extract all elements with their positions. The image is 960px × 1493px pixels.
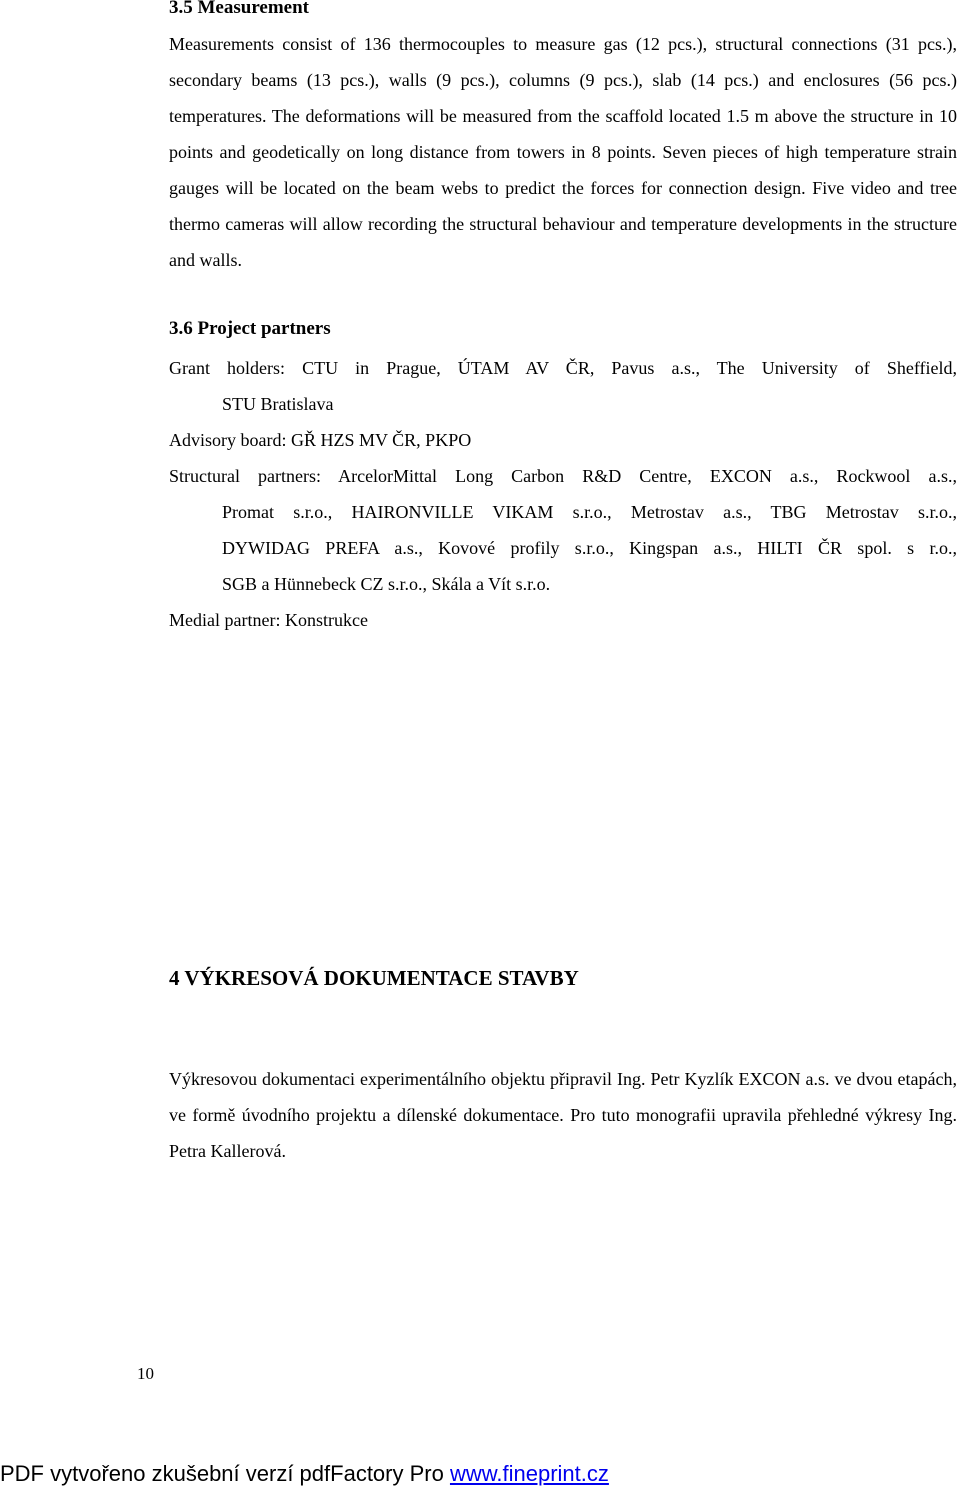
structural-partners-line-2: Promat s.r.o., HAIRONVILLE VIKAM s.r.o., Metrostav a.s., TBG Metrostav s.r.o., (222, 502, 957, 522)
advisory-board-line: Advisory board: GŘ HZS MV ČR, PKPO (169, 430, 472, 450)
section-heading-project-partners: 3.6 Project partners (169, 318, 331, 339)
footer-text: PDF vytvořeno zkušební verzí pdfFactory Pro (0, 1461, 450, 1486)
measurement-paragraph: Measurements consist of 136 thermocouples to measure gas (12 pcs.), structural connections (31 pcs.), secondary beams (13 pcs.), walls (9 pcs.), columns (9 pcs.), slab (14 pcs.) and enclosures (56 pcs.) temperatures. The deformations will be measured from the scaffold located 1.5 m above the structure in 10 points and geodetically on long distance from towers in 8 points. Seven pieces of high temperature strain gauges will be located on the beam webs to predict the forces for connection design. Five video and tree thermo cameras will allow recording the structural behaviour and temperature developments in the structure and walls. (169, 34, 957, 270)
page-number: 10 (137, 1364, 154, 1383)
drawing-documentation-paragraph: Výkresovou dokumentaci experimentálního objektu připravil Ing. Petr Kyzlík EXCON a.s. ve dvou etapách, ve formě úvodního projektu a dílenské dokumentace. Pro tuto monografii upravila přehledné výkresy Ing. Petra Kallerová. (169, 1069, 957, 1161)
fineprint-link[interactable]: www.fineprint.cz (449, 1461, 609, 1486)
grant-holders-line-1: Grant holders: CTU in Prague, ÚTAM AV ČR, Pavus a.s., The University of Sheffield, (169, 358, 957, 378)
structural-partners-line-3: DYWIDAG PREFA a.s., Kovové profily s.r.o., Kingspan a.s., HILTI ČR spol. s r.o., (222, 538, 957, 558)
structural-partners-line-1: Structural partners: ArcelorMittal Long Carbon R&D Centre, EXCON a.s., Rockwool a.s., (169, 466, 957, 486)
chapter-heading-drawing-documentation: 4 VÝKRESOVÁ DOKUMENTACE STAVBY (169, 966, 579, 990)
pdf-watermark-footer (0, 1461, 609, 1487)
structural-partners-line-4: SGB a Hünnebeck CZ s.r.o., Skála a Vít s.r.o. (222, 574, 551, 594)
grant-holders-line-2: STU Bratislava (222, 394, 334, 414)
medial-partner-line: Medial partner: Konstrukce (169, 610, 368, 630)
section-heading-measurement: 3.5 Measurement (169, 0, 310, 18)
